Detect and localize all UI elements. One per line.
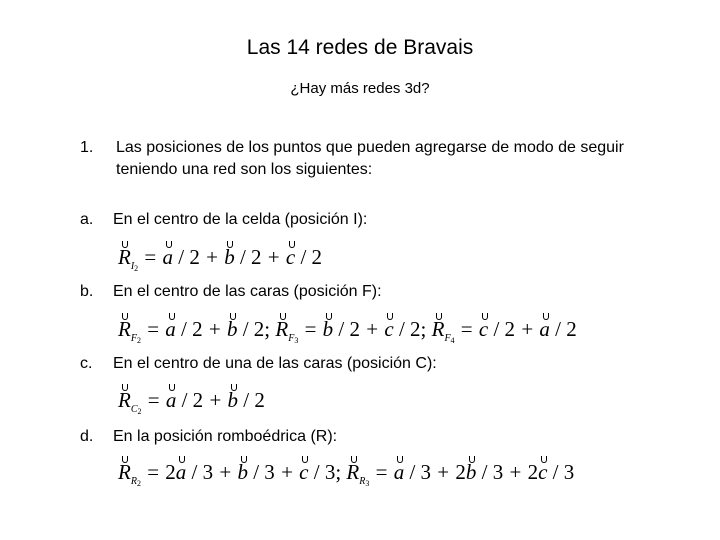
page-subtitle: ¿Hay más redes 3d? (290, 80, 430, 97)
item-c-text: En el centro de una de las caras (posición C): (113, 355, 437, 372)
page-title: Las 14 redes de Bravais (246, 36, 474, 59)
item-a-marker: a. (80, 211, 94, 228)
equation-b: $R_{F_2} = a / 2 + b / 2$; $R_{F_3} = b / 2 + c / 2$; $R_{F_4} = c / 2 + a / 2$ (118, 317, 577, 345)
item-b-text: En el centro de las caras (posición F): (113, 283, 382, 300)
equation-a: $R_{I_2} = a / 2 + b / 2 + c / 2$ (118, 245, 323, 273)
item-d-marker: d. (80, 428, 94, 445)
item-d-text: En la posición romboédrica (R): (113, 428, 338, 445)
item-c-marker: c. (80, 355, 93, 372)
item-a-text: En el centro de la celda (posición I): (113, 211, 368, 228)
equation-c: $R_{C_2} = a / 2 + b / 2$ (118, 388, 265, 416)
item-b-marker: b. (80, 283, 94, 300)
intro-marker: 1. (80, 139, 94, 156)
intro-text: Las posiciones de los puntos que pueden agregarse de modo de seguir teniendo una red son los siguientes: (116, 139, 624, 178)
equation-d: $R_{R_2} = 2a / 3 + b / 3 + c / 3$; $R_{R_3} = a / 3 + 2b / 3 + 2c / 3$ (118, 460, 575, 488)
